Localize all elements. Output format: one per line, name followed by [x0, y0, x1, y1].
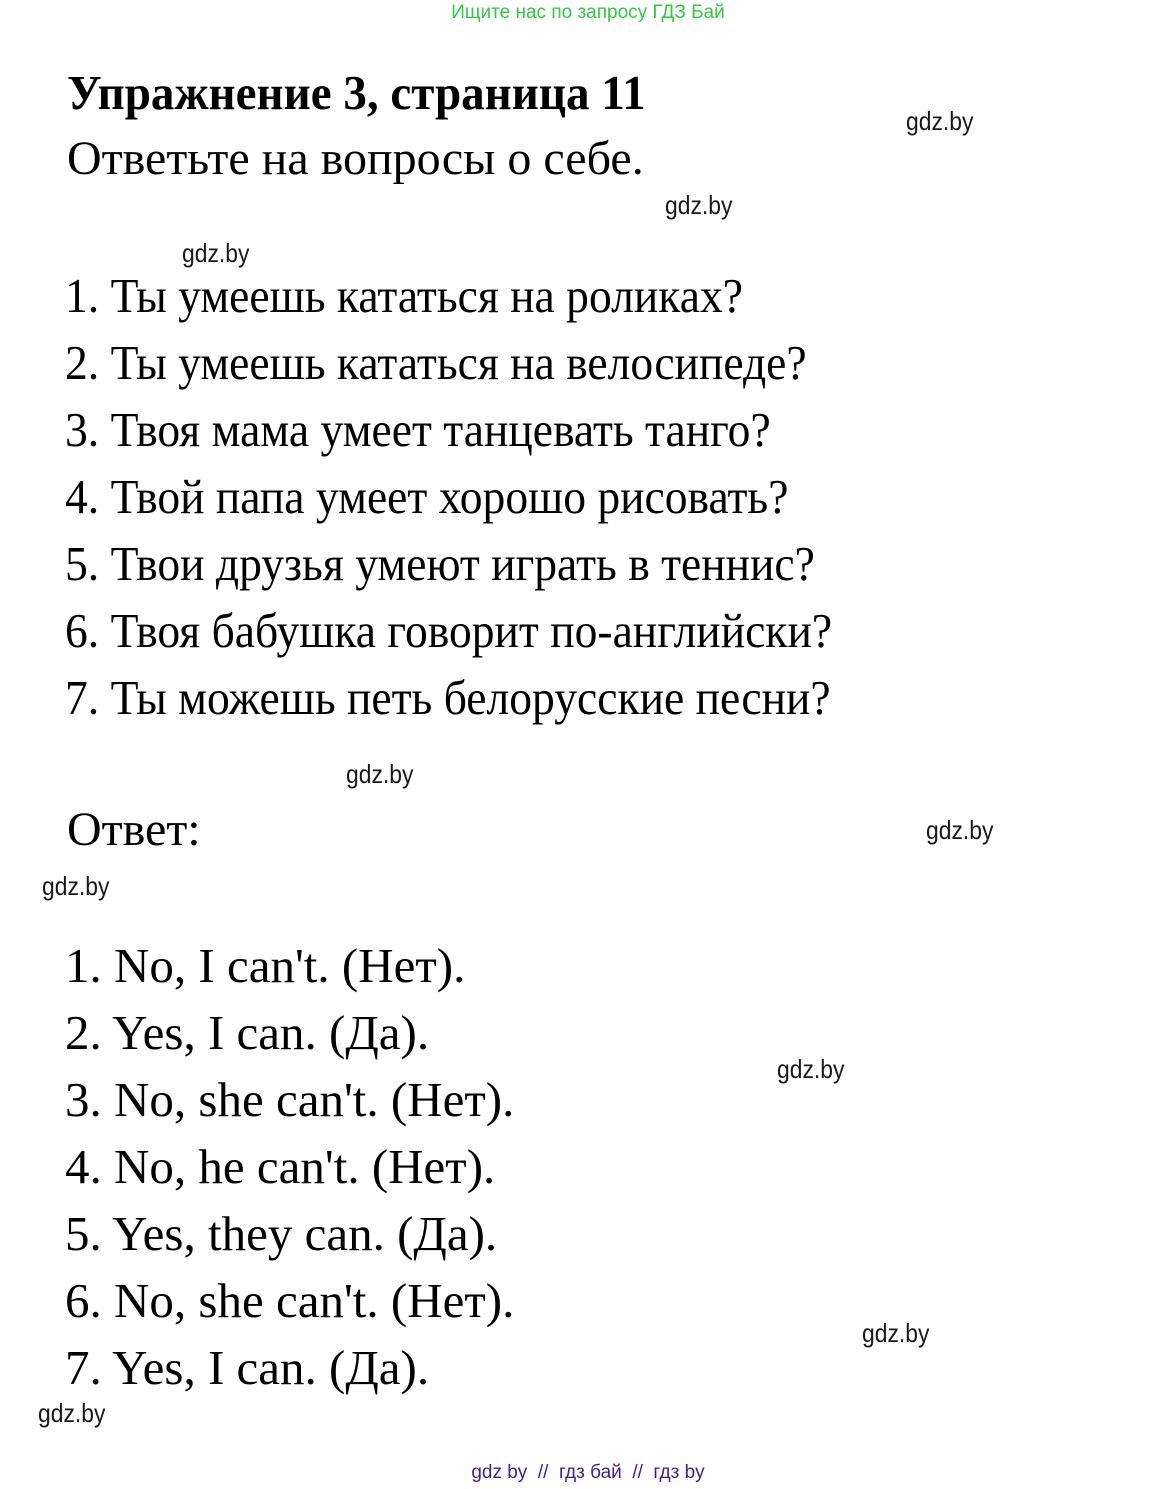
answer-item: 2. Yes, I can. (Да).	[65, 1005, 430, 1060]
answer-item: 3. No, she can't. (Нет).	[65, 1072, 515, 1127]
question-item: 7. Ты можешь петь белорусские песни?	[65, 670, 831, 725]
watermark: gdz.by	[926, 815, 994, 845]
question-item: 4. Твой папа умеет хорошо рисовать?	[65, 469, 789, 524]
watermark: gdz.by	[777, 1054, 845, 1084]
question-item: 3. Твоя мама умеет танцевать танго?	[65, 402, 771, 457]
answer-item: 4. No, he can't. (Нет).	[65, 1139, 496, 1194]
exercise-instruction: Ответьте на вопросы о себе.	[67, 132, 644, 185]
top-banner: Ищите нас по запросу ГДЗ Бай	[451, 2, 725, 23]
answer-item: 7. Yes, I can. (Да).	[65, 1340, 430, 1395]
question-item: 6. Твоя бабушка говорит по-английски?	[65, 603, 833, 658]
answer-item: 6. No, she can't. (Нет).	[65, 1273, 515, 1328]
watermark: gdz.by	[42, 871, 110, 901]
answer-item: 5. Yes, they can. (Да).	[65, 1206, 498, 1261]
footer-links: gdz by // гдз бай // гдз by	[471, 1462, 705, 1483]
answer-list	[65, 932, 514, 1401]
question-item: 1. Ты умеешь кататься на роликах?	[65, 268, 743, 323]
watermark: gdz.by	[906, 106, 974, 136]
watermark: gdz.by	[182, 238, 250, 268]
watermark: gdz.by	[346, 759, 414, 789]
question-item: 2. Ты умеешь кататься на велосипеде?	[65, 335, 807, 390]
answer-item: 1. No, I can't. (Нет).	[65, 938, 466, 993]
watermark: gdz.by	[862, 1318, 930, 1348]
watermark: gdz.by	[665, 190, 733, 220]
question-item: 5. Твои друзья умеют играть в теннис?	[65, 536, 815, 591]
watermark: gdz.by	[38, 1398, 106, 1428]
question-list	[65, 262, 890, 731]
exercise-title: Упражнение 3, страница 11	[67, 65, 646, 120]
answer-label: Ответ:	[67, 803, 201, 856]
